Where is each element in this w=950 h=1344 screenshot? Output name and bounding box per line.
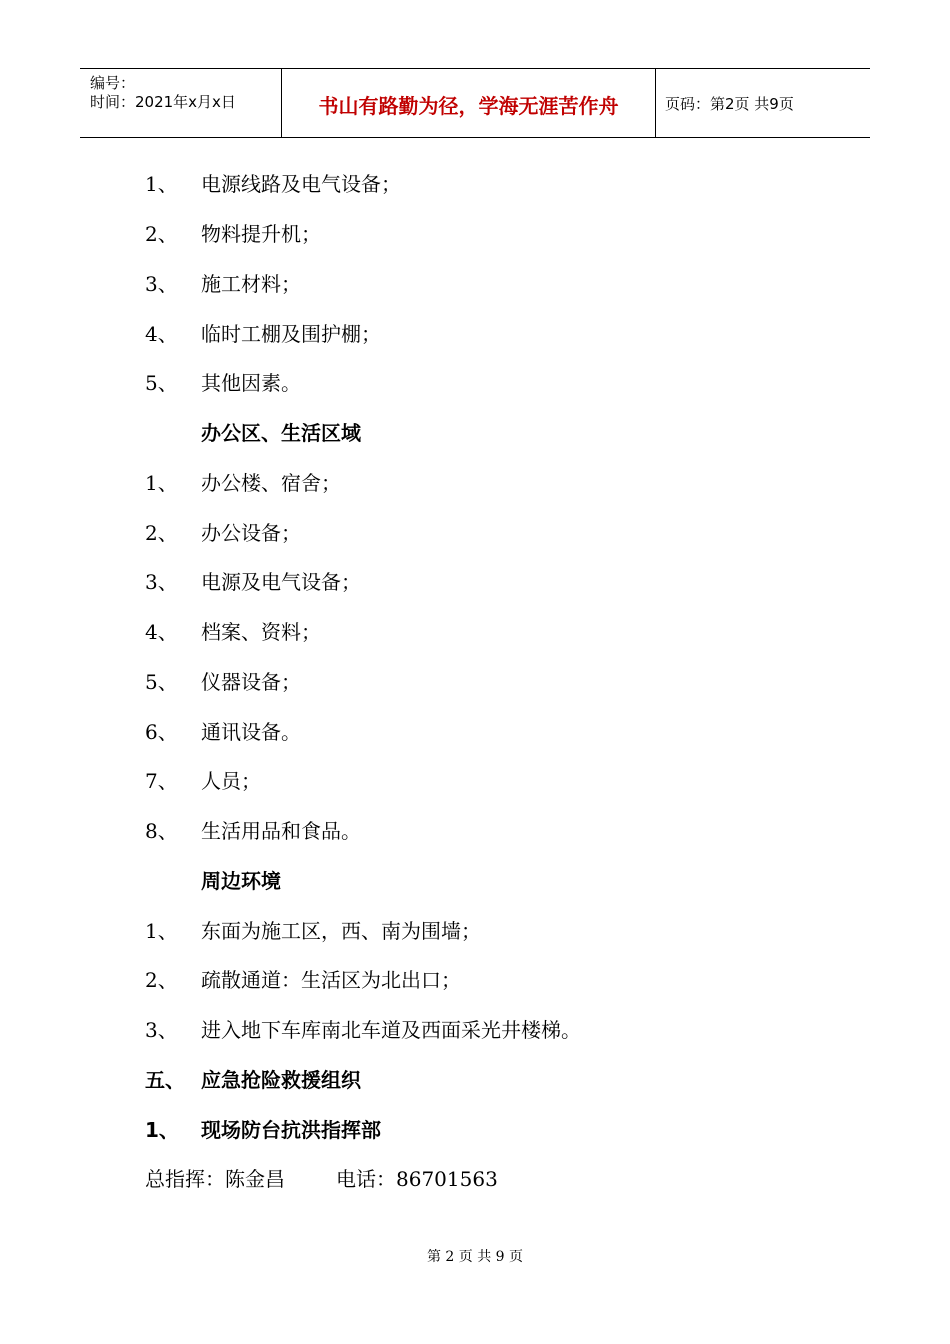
section-heading-text: 应急抢险救援组织 [201,1068,361,1092]
list-item-text: 物料提升机； [201,222,321,246]
list-item-number: 3、 [145,570,178,594]
list-item-number: 3、 [145,272,178,296]
section-heading-text: 办公区、生活区域 [201,421,361,445]
page-footer: 第 2 页 共 9 页 [426,1249,524,1265]
header-motto-cell [281,69,656,137]
header-page-cell [655,69,870,137]
list-item-text: 档案、资料； [201,620,321,644]
list-item-text: 人员； [201,769,261,793]
phone-label: 电话：86701563 [336,1167,498,1191]
list-item-number: 8、 [145,819,178,843]
page-header [80,68,870,138]
list-item-text: 仪器设备； [201,670,301,694]
list-item-number: 2、 [145,521,178,545]
list-item-number: 1、 [145,919,178,943]
list-item-text: 其他因素。 [201,371,301,395]
list-item-text: 办公楼、宿舍； [201,471,341,495]
list-item-number: 5、 [145,670,178,694]
list-item-text: 通讯设备。 [201,720,301,744]
section-heading-text: 现场防台抗洪指挥部 [201,1118,381,1142]
list-item-number: 6、 [145,720,178,744]
list-item-number: 2、 [145,968,178,992]
list-item-text: 临时工棚及围护棚； [201,322,381,346]
list-item-number: 4、 [145,620,178,644]
list-item-text: 生活用品和食品。 [201,819,361,843]
list-item-text: 办公设备； [201,521,301,545]
list-item-text: 施工材料； [201,272,301,296]
list-item-number: 4、 [145,322,178,346]
list-item-number: 3、 [145,1018,178,1042]
header-page-number: 页码：第2页 共9页 [665,95,794,113]
list-item-text: 电源线路及电气设备； [201,172,401,196]
document-code-label: 编号： [90,74,136,92]
section-heading-number: 1、 [145,1118,179,1142]
list-item-number: 7、 [145,769,178,793]
list-item-number: 5、 [145,371,178,395]
list-item-text: 进入地下车库南北车道及西面采光井楼梯。 [201,1018,581,1042]
section-heading-text: 周边环境 [201,869,281,893]
list-item-number: 1、 [145,471,178,495]
document-time-label: 时间：2021年x月x日 [90,93,236,111]
commander-label: 总指挥：陈金昌 [145,1167,285,1191]
list-item-text: 疏散通道：生活区为北出口； [201,968,461,992]
list-item-number: 2、 [145,222,178,246]
header-info-cell [80,69,281,137]
list-item-text: 电源及电气设备； [201,570,361,594]
header-motto: 书山有路勤为径，学海无涯苦作舟 [318,94,619,118]
list-item-number: 1、 [145,172,178,196]
list-item-text: 东面为施工区，西、南为围墙； [201,919,481,943]
section-heading-number: 五、 [145,1068,185,1092]
